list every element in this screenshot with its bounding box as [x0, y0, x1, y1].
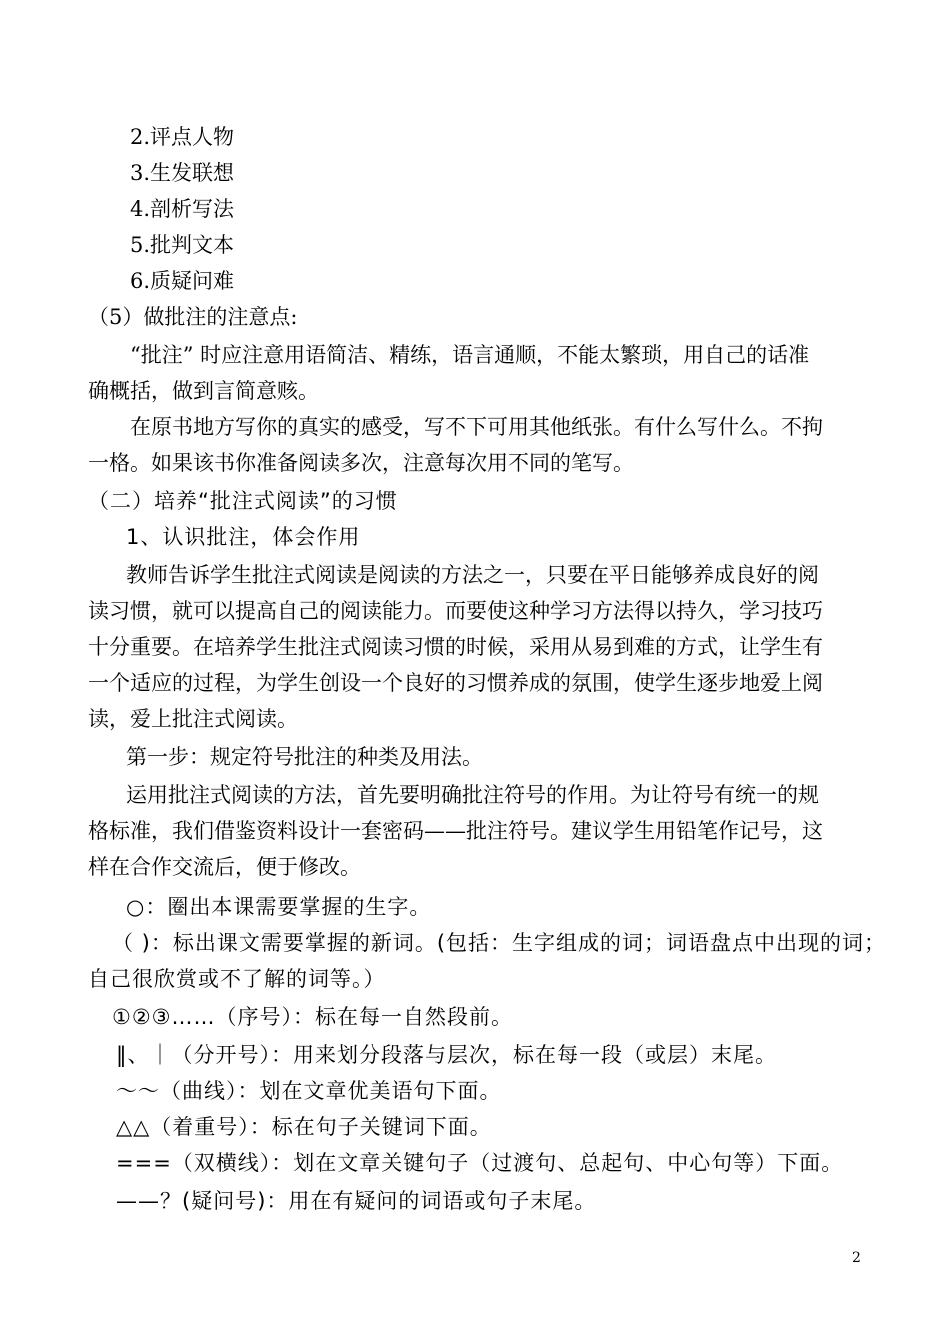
symbol-item: △△（着重号）：标在句子关键词下面。 [116, 1115, 492, 1139]
symbol-item: ——？(疑问号)：用在有疑问的词语或句子末尾。 [116, 1189, 597, 1213]
symbol-item: （ )：标出课文需要掌握的新词。(包括：生字组成的词；词语盘点中出现的词； [112, 931, 887, 955]
list-item: 2.评点人物 [130, 125, 235, 149]
list-item: 6.质疑问难 [130, 269, 235, 293]
paragraph-line: 样在合作交流后，便于修改。 [88, 855, 361, 879]
symbol-item: ～～（曲线）：划在文章优美语句下面。 [116, 1079, 502, 1103]
paragraph-line: 运用批注式阅读的方法，首先要明确批注符号的作用。为让符号有统一的规 [126, 783, 819, 807]
list-item: 4.剖析写法 [130, 197, 235, 221]
paragraph-line: 在原书地方写你的真实的感受，写不下可用其他纸张。有什么写什么。不拘 [130, 415, 823, 439]
symbol-item: 自己很欣赏或不了解的词等。） [88, 967, 386, 991]
symbol-item: ===（双横线）：划在文章关键句子（过渡句、总起句、中心句等）下面。 [116, 1151, 844, 1175]
step-heading: 第一步：规定符号批注的种类及用法。 [126, 745, 483, 769]
paragraph-line: 格标准，我们借鉴资料设计一套密码——批注符号。建议学生用铅笔作记号，这 [88, 819, 823, 843]
page-number: 2 [852, 1250, 861, 1266]
paragraph-line: 读习惯，就可以提高自己的阅读能力。而要使这种学习方法得以持久，学习技巧 [88, 599, 823, 623]
symbol-item: ‖、｜（分开号）：用来划分段落与层次，标在每一段（或层）末尾。 [116, 1043, 777, 1067]
symbol-item: ○：圈出本课需要掌握的生字。 [126, 895, 432, 919]
section-heading: （二）培养“批注式阅读”的习惯 [88, 489, 398, 513]
paragraph-line: “批注” 时应注意用语简洁、精练，语言通顺，不能太繁琐，用自己的话准 [130, 343, 810, 367]
section-heading: （5）做批注的注意点: [88, 305, 298, 329]
list-item: 5.批判文本 [130, 233, 235, 257]
paragraph-line: 教师告诉学生批注式阅读是阅读的方法之一，只要在平日能够养成良好的阅 [126, 563, 819, 587]
list-item: 3.生发联想 [130, 161, 235, 185]
subsection-heading: 1、认识批注，体会作用 [126, 525, 361, 549]
symbol-item: ①②③……（序号）：标在每一自然段前。 [112, 1005, 513, 1029]
paragraph-line: 十分重要。在培养学生批注式阅读习惯的时候，采用从易到难的方式，让学生有 [88, 635, 823, 659]
paragraph-line: 读，爱上批注式阅读。 [88, 707, 298, 731]
paragraph-line: 确概括，做到言简意赅。 [88, 379, 319, 403]
paragraph-line: 一个适应的过程，为学生创设一个良好的习惯养成的氛围，使学生逐步地爱上阅 [88, 671, 823, 695]
paragraph-line: 一格。如果该书你准备阅读多次，注意每次用不同的笔写。 [88, 451, 634, 475]
